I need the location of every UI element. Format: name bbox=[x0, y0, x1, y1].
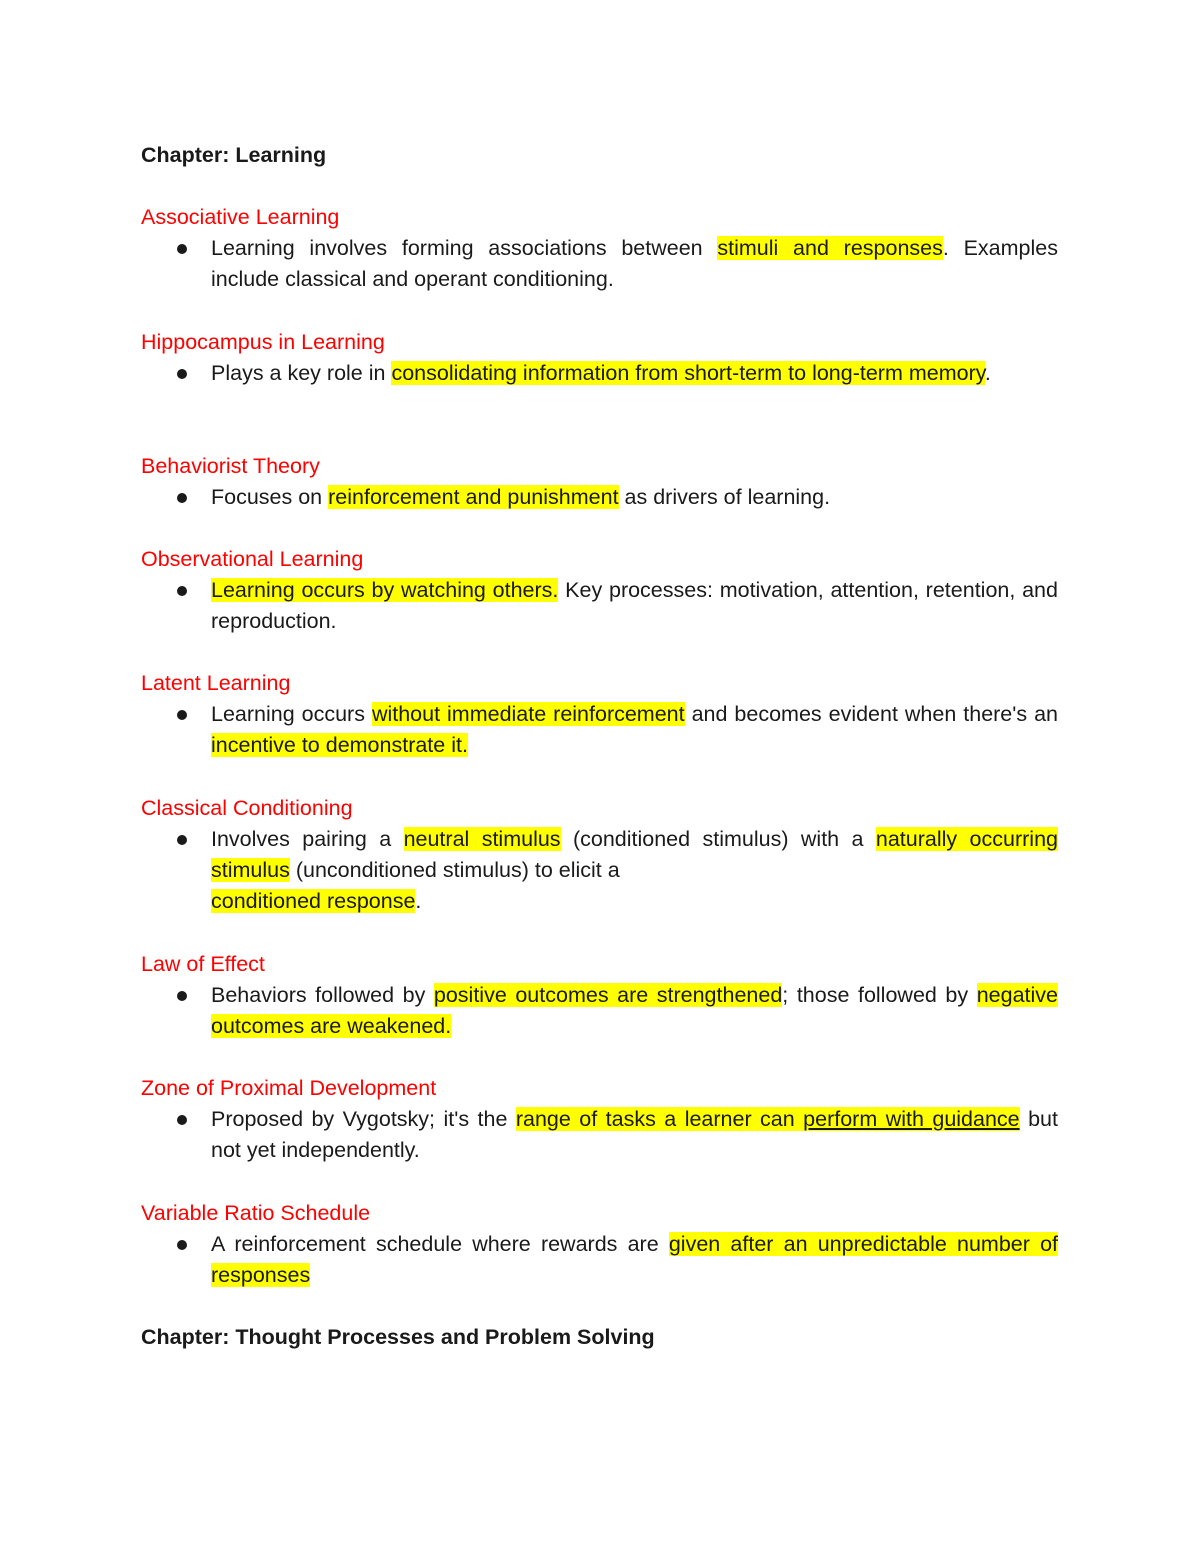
list-item bbox=[141, 482, 1058, 513]
section-observational-learning bbox=[141, 544, 1058, 637]
section-heading: Hippocampus in Learning bbox=[141, 330, 385, 354]
highlighted-text: negative outcomes are weakened. bbox=[211, 983, 1058, 1038]
bullet-icon bbox=[177, 493, 187, 503]
item-text: but not yet independently. bbox=[211, 1107, 1058, 1162]
bullet-icon bbox=[177, 835, 187, 845]
bullet-list bbox=[141, 1104, 1058, 1166]
bullet-list bbox=[141, 358, 1058, 389]
list-item bbox=[141, 824, 1058, 917]
item-text: . bbox=[984, 361, 991, 385]
section-heading: Observational Learning bbox=[141, 547, 364, 571]
bullet-list bbox=[141, 575, 1058, 637]
section-zone-of-proximal-development bbox=[141, 1073, 1058, 1166]
bullet-list bbox=[141, 699, 1058, 761]
chapter-title-learning: Chapter: Learning bbox=[141, 143, 327, 167]
section-hippocampus bbox=[141, 327, 1058, 389]
bullet-icon bbox=[177, 244, 187, 254]
highlighted-text: conditioned response bbox=[211, 889, 416, 913]
section-heading: Latent Learning bbox=[141, 671, 291, 695]
list-item bbox=[141, 358, 1058, 389]
list-item bbox=[141, 1104, 1058, 1166]
bullet-icon bbox=[177, 1115, 187, 1125]
section-classical-conditioning bbox=[141, 793, 1058, 917]
highlighted-text: Learning occurs by watching others. bbox=[211, 578, 559, 602]
item-text: and becomes evident when there's an bbox=[684, 702, 1058, 726]
item-text: A reinforcement schedule where rewards are bbox=[211, 1232, 669, 1256]
section-heading: Classical Conditioning bbox=[141, 796, 353, 820]
bullet-list bbox=[141, 233, 1058, 295]
item-text: as drivers of learning. bbox=[618, 485, 831, 509]
highlighted-text: neutral stimulus bbox=[403, 827, 561, 851]
bullet-icon bbox=[177, 586, 187, 596]
bullet-icon bbox=[177, 991, 187, 1001]
chapter-title-thought-processes: Chapter: Thought Processes and Problem Solving bbox=[141, 1325, 655, 1349]
list-item bbox=[141, 233, 1058, 295]
item-text: (unconditioned stimulus) to elicit a bbox=[289, 858, 620, 882]
section-heading: Variable Ratio Schedule bbox=[141, 1201, 371, 1225]
item-text: Proposed by Vygotsky; it's the bbox=[211, 1107, 516, 1131]
section-law-of-effect bbox=[141, 949, 1058, 1042]
bullet-list bbox=[141, 482, 1058, 513]
bullet-list bbox=[141, 1229, 1058, 1291]
section-heading: Zone of Proximal Development bbox=[141, 1076, 437, 1100]
highlighted-text: range of tasks a learner can bbox=[515, 1107, 804, 1131]
bullet-list bbox=[141, 824, 1058, 917]
bullet-icon bbox=[177, 1240, 187, 1250]
list-item bbox=[141, 980, 1058, 1042]
item-text: . bbox=[415, 889, 422, 913]
highlighted-text: naturally occurring stimulus bbox=[211, 827, 1058, 882]
highlighted-text: incentive to demonstrate it. bbox=[211, 733, 468, 757]
highlighted-text: consolidating information from short-term to long-term memory bbox=[391, 361, 985, 385]
item-text: Key processes: motivation, attention, retention, and reproduction. bbox=[211, 578, 1058, 633]
section-heading: Associative Learning bbox=[141, 205, 340, 229]
list-item bbox=[141, 699, 1058, 761]
item-text: Involves pairing a bbox=[211, 827, 404, 851]
item-text: (conditioned stimulus) with a bbox=[560, 827, 876, 851]
item-text: Learning involves forming associations between bbox=[211, 236, 718, 260]
section-variable-ratio-schedule bbox=[141, 1198, 1058, 1291]
highlighted-text: reinforcement and punishment bbox=[328, 485, 619, 509]
item-line bbox=[211, 886, 1058, 917]
bullet-icon bbox=[177, 710, 187, 720]
list-item bbox=[141, 1229, 1058, 1291]
section-behaviorist-theory bbox=[141, 451, 1058, 513]
bullet-list bbox=[141, 980, 1058, 1042]
bullet-icon bbox=[177, 369, 187, 379]
item-text: Behaviors followed by bbox=[211, 983, 434, 1007]
highlighted-text: without immediate reinforcement bbox=[371, 702, 685, 726]
item-text: Learning occurs bbox=[211, 702, 372, 726]
section-heading: Behaviorist Theory bbox=[141, 454, 320, 478]
highlighted-underlined-text: perform with guidance bbox=[803, 1107, 1020, 1131]
item-text: Plays a key role in bbox=[211, 361, 392, 385]
section-latent-learning bbox=[141, 668, 1058, 761]
item-text: . Examples include classical and operant conditioning. bbox=[211, 236, 1058, 291]
highlighted-text: positive outcomes are strengthened bbox=[433, 983, 783, 1007]
highlighted-text: stimuli and responses bbox=[717, 236, 943, 260]
list-item bbox=[141, 575, 1058, 637]
item-text: Focuses on bbox=[211, 485, 329, 509]
highlighted-text: given after an unpredictable number of responses bbox=[211, 1232, 1058, 1287]
item-text: ; those followed by bbox=[782, 983, 977, 1007]
section-associative-learning bbox=[141, 202, 1058, 295]
section-heading: Law of Effect bbox=[141, 952, 265, 976]
